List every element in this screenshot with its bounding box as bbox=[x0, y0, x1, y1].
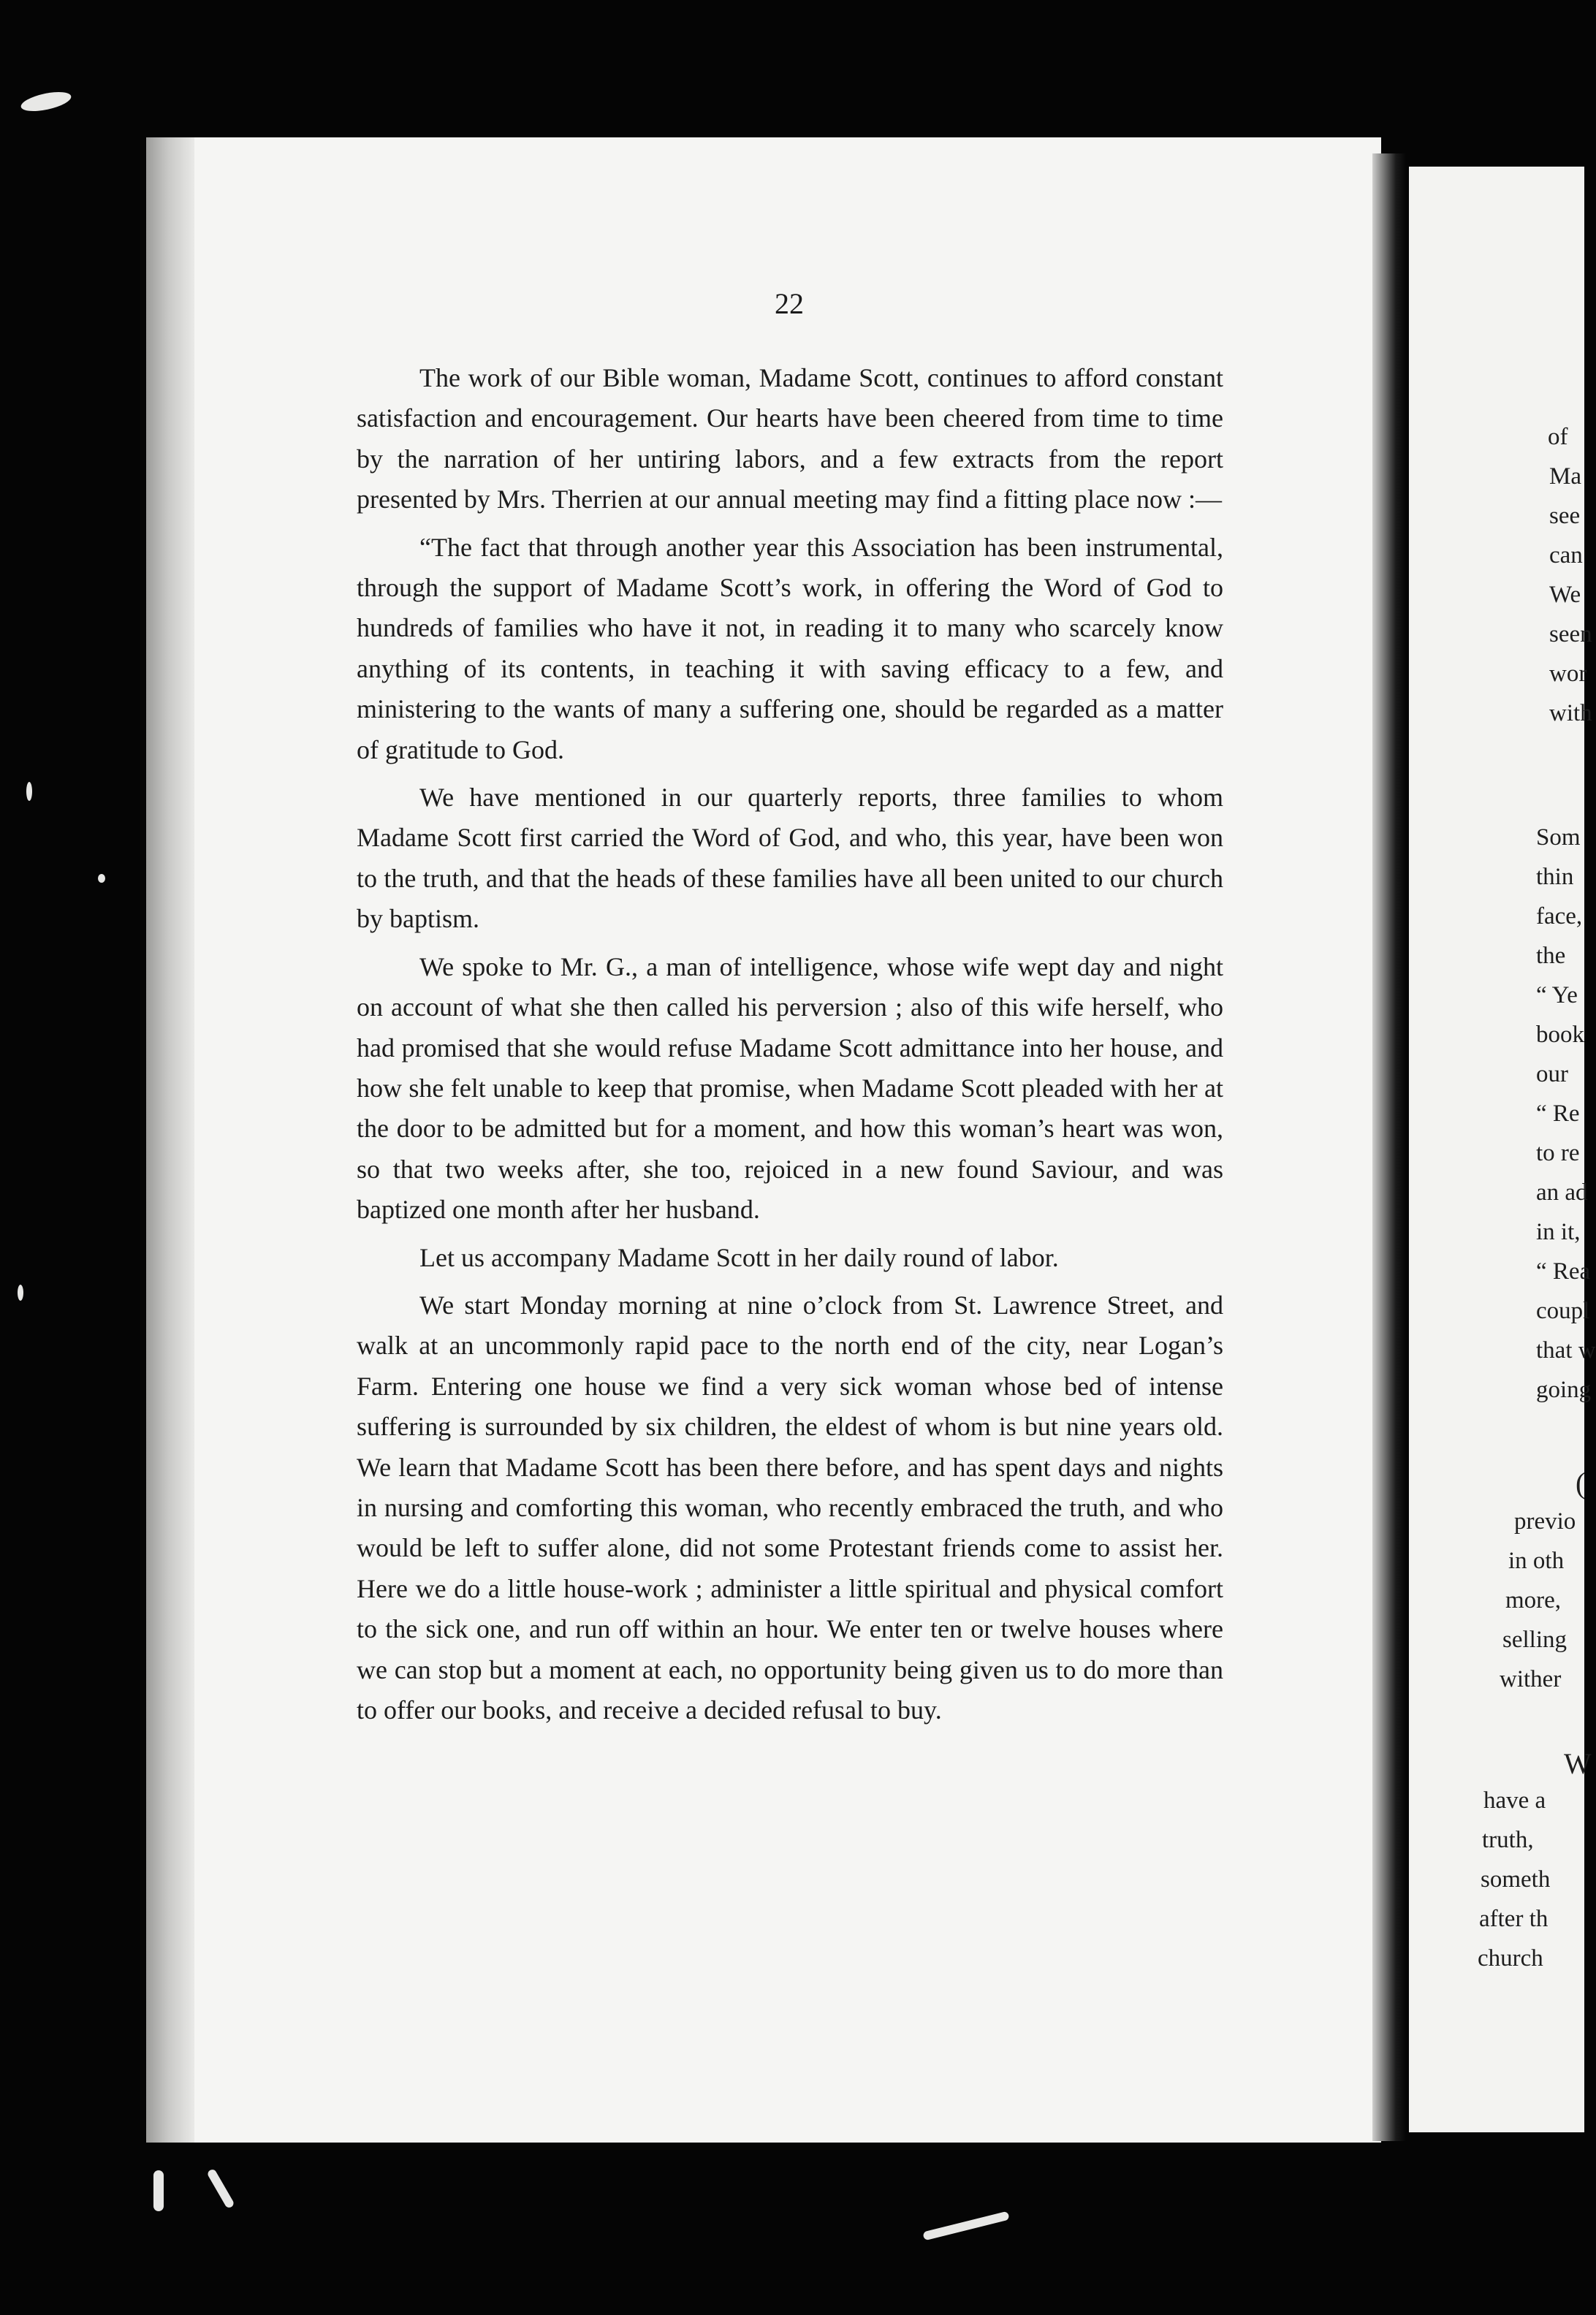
page-number: 22 bbox=[775, 287, 804, 320]
adjacent-page-fragment: Ma bbox=[1549, 463, 1581, 490]
body-paragraph: We have mentioned in our quarterly reports, three families to whom Madame Scott first carried the Word of God, and who, this year, have been won to the truth, and that the heads of these families have all been united to our church by baptism. bbox=[357, 783, 1223, 934]
adjacent-page-fragment: ( bbox=[1576, 1467, 1586, 1499]
adjacent-page-fragment: have a bbox=[1483, 1787, 1546, 1814]
adjacent-page-fragment: wither bbox=[1500, 1666, 1562, 1692]
adjacent-page-fragment: in it, bbox=[1536, 1219, 1581, 1245]
adjacent-page-fragment: can bbox=[1549, 542, 1583, 569]
adjacent-page-fragment: “ Rea bbox=[1536, 1258, 1591, 1285]
adjacent-page-fragment: face, bbox=[1536, 903, 1583, 930]
scan-artifact bbox=[18, 1285, 23, 1301]
scan-artifact bbox=[922, 2211, 1009, 2241]
scan-artifact bbox=[153, 2170, 164, 2211]
body-paragraph: Let us accompany Madame Scott in her daily round of labor. bbox=[419, 1242, 1059, 1272]
adjacent-page-fragment: someth bbox=[1481, 1866, 1551, 1893]
adjacent-page-fragment: “ Re bbox=[1536, 1101, 1580, 1127]
adjacent-page-fragment: previo bbox=[1514, 1508, 1576, 1535]
adjacent-page-fragment: “ Ye bbox=[1536, 982, 1578, 1008]
body-paragraph: The work of our Bible woman, Madame Scott, continues to afford constant satisfaction and encouragement. Our hearts have been cheered from time to time by the narration of her untiring labors, and a few extracts from the report presented by Mrs. Therrien at our annual meeting may find a fitting place now :— bbox=[357, 363, 1223, 514]
adjacent-page-fragment: going bbox=[1536, 1377, 1592, 1403]
adjacent-page-fragment: Som bbox=[1536, 824, 1581, 851]
adjacent-page-fragment: book bbox=[1536, 1022, 1584, 1048]
body-paragraph: “The fact that through another year this Association has been instrumental, through the support of Madame Scott’s work, in offering the Word of God to hundreds of families who have it not, in reading it to many who scarcely know anything of its contents, in teaching it with saving efficacy to a few, and ministering to the wants of many a suffering one, should be regarded as a matter of gratitude to God. bbox=[357, 532, 1223, 764]
adjacent-page-fragment: that w bbox=[1536, 1337, 1596, 1364]
adjacent-page-fragment: to re bbox=[1536, 1140, 1580, 1166]
adjacent-page-fragment: with bbox=[1549, 700, 1592, 726]
book-gutter bbox=[1372, 153, 1406, 2141]
page-edge-shadow bbox=[146, 137, 194, 2143]
adjacent-page-fragment: church bbox=[1478, 1945, 1543, 1972]
page-body bbox=[357, 358, 1223, 1738]
scan-artifact bbox=[206, 2168, 235, 2209]
adjacent-page-fragment: in oth bbox=[1508, 1548, 1565, 1574]
adjacent-page-fragment: truth, bbox=[1482, 1827, 1534, 1853]
adjacent-page-fragment: more, bbox=[1505, 1587, 1562, 1613]
adjacent-page-fragment: wor bbox=[1549, 661, 1587, 687]
adjacent-page-fragment: the bbox=[1536, 943, 1566, 969]
adjacent-page-fragment: an ad bbox=[1536, 1179, 1588, 1206]
adjacent-page-fragment: our bbox=[1536, 1061, 1568, 1087]
adjacent-page-fragment: of bbox=[1548, 424, 1568, 450]
adjacent-page-fragment: after th bbox=[1479, 1906, 1548, 1932]
scan-artifact bbox=[98, 874, 105, 883]
adjacent-page-fragment: see bbox=[1549, 503, 1581, 529]
adjacent-page-fragment: We bbox=[1549, 582, 1581, 608]
adjacent-page-fragment: W bbox=[1564, 1747, 1592, 1780]
body-paragraph: We spoke to Mr. G., a man of intelligence, whose wife wept day and night on account of what she then called his perversion ; also of this wife herself, who had promised that she would refuse Madame Scott admittance into her house, and how she felt unable to keep that promise, when Madame Scott pleaded with her at the door to be admitted but for a moment, and how this woman’s heart was won, so that two weeks after, she too, rejoiced in a new found Saviour, and was baptized one month after her husband. bbox=[357, 951, 1223, 1225]
adjacent-page-fragment: thin bbox=[1536, 864, 1574, 890]
body-paragraph: We start Monday morning at nine o’clock from St. Lawrence Street, and walk at an uncommonly rapid pace to the north end of the city, near Logan’s Farm. Entering one house we find a very sick woman whose bed of intense suffering is surrounded by six children, the eldest of whom is but nine years old. We learn that Madame Scott has been there before, and has spent days and nights in nursing and comforting this woman, who recently embraced the truth, and who would be left to suffer alone, did not some Protestant friends come to assist her. Here we do a little house-work ; administer a little spiritual and physical comfort to the sick one, and run off within an hour. We enter ten or twelve houses where we can stop but a moment at each, no opportunity being given us to do more than to offer our books, and receive a decided refusal to buy. bbox=[357, 1290, 1223, 1725]
adjacent-page bbox=[1409, 167, 1596, 2132]
adjacent-page-fragment: coupl bbox=[1536, 1298, 1590, 1324]
scan-artifact bbox=[26, 782, 32, 801]
adjacent-page-fragment: selling bbox=[1502, 1627, 1567, 1653]
scan-artifact bbox=[19, 88, 72, 115]
adjacent-page-fragment: seen bbox=[1549, 621, 1592, 647]
